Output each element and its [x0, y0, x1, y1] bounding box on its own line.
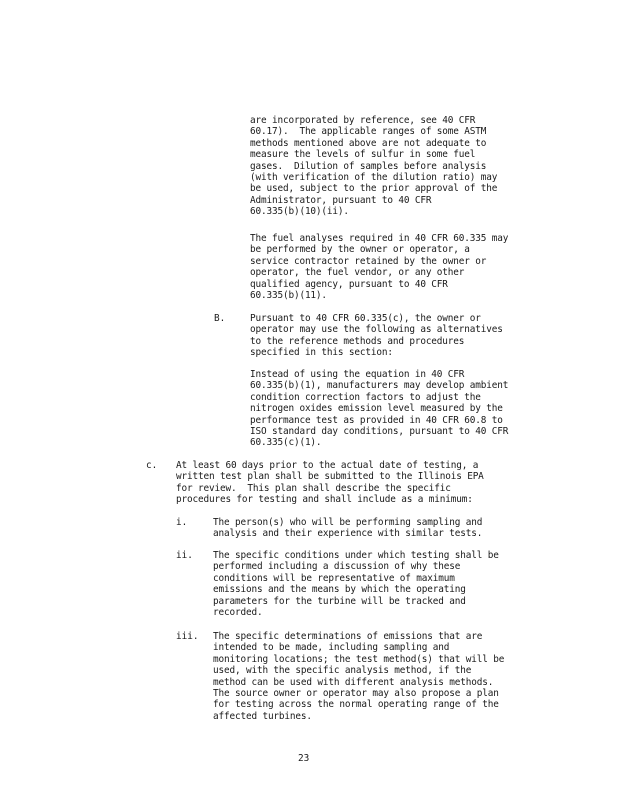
subitem-i-text: The person(s) who will be performing sampling and analysis and their experience with similar tests. [213, 517, 483, 540]
subitem-iii-label: iii. [176, 631, 199, 642]
subitem-ii-text: The specific conditions under which testing shall be performed including a discussion of why these conditions will be representative of maximum emissions and the means by which the operating parameters for the turbine will be tracked and recorded. [213, 550, 499, 619]
item-b-paragraph: Pursuant to 40 CFR 60.335(c), the owner or operator may use the following as alternatives to the reference methods and procedures specified in this section: [250, 313, 503, 359]
subitem-iii-text: The specific determinations of emissions that are intended to be made, including sampling and monitoring locations; the test method(s) that will be used, with the specific analysis method, if the method can be used with different analysis methods. The source owner or operator may also propose a plan for testing across the normal operating range of the affected turbines. [213, 631, 505, 722]
continued-paragraph: are incorporated by reference, see 40 CFR 60.17). The applicable ranges of some ASTM methods mentioned above are not adequate to measure the levels of sulfur in some fuel gases. Dilution of samples before analysis (with verification of the dilution ratio) may be used, subject to the prior approval of the Administrator, pursuant to 40 CFR 60.335(b)(10)(ii). [250, 115, 498, 218]
item-c-paragraph: At least 60 days prior to the actual date of testing, a written test plan shall be submitted to the Illinois EPA for review. This plan shall describe the specific procedures for testing and shall include as a minimum: [176, 460, 484, 506]
subitem-ii-label: ii. [176, 550, 193, 561]
item-c-label: c. [146, 460, 158, 471]
item-b-subparagraph: Instead of using the equation in 40 CFR 60.335(b)(1), manufacturers may develop ambient condition correction factors to adjust the nitrogen oxides emission level measured by the performance test as provided in 40 CFR 60.8 to ISO standard day conditions, pursuant to 40 CFR 60.335(c)(1). [250, 369, 509, 449]
fuel-analysis-paragraph: The fuel analyses required in 40 CFR 60.335 may be performed by the owner or operator, a service contractor retained by the owner or operator, the fuel vendor, or any other qualified agency, pursuant to 40 CFR 60.335(b)(11). [250, 233, 509, 302]
subitem-i-label: i. [176, 517, 188, 528]
item-b-label: B. [214, 313, 226, 324]
page-number: 23 [298, 753, 310, 764]
